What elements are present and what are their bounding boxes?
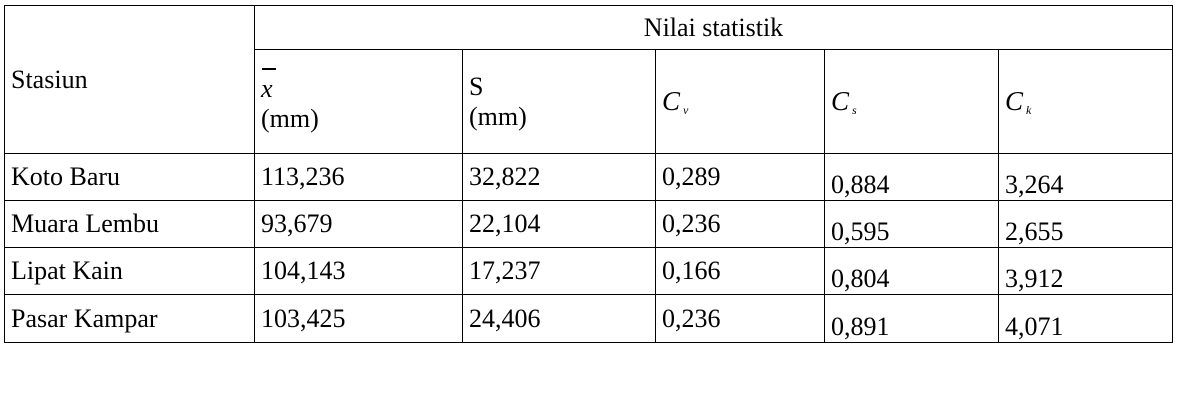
header-nilai-statistik: Nilai statistik	[255, 6, 1173, 50]
cs-subscript: s	[852, 103, 857, 117]
cell-stasiun: Lipat Kain	[5, 248, 255, 295]
cell-cs: 0,891	[825, 295, 999, 343]
statistics-table	[4, 5, 1173, 343]
cell-mean: 113,236	[255, 154, 463, 201]
cell-stasiun: Koto Baru	[5, 154, 255, 201]
cell-cv: 0,236	[656, 201, 825, 248]
header-sd	[463, 50, 656, 154]
cell-stasiun: Muara Lembu	[5, 201, 255, 248]
cell-cs: 0,595	[825, 201, 999, 248]
header-cv	[656, 50, 825, 154]
sd-unit: (mm)	[469, 101, 527, 131]
header-stasiun: Stasiun	[5, 6, 255, 154]
ck-subscript: k	[1026, 103, 1032, 117]
header-cs	[825, 50, 999, 154]
cell-ck: 2,655	[999, 201, 1173, 248]
header-mean	[255, 50, 463, 154]
table-row	[5, 154, 1173, 201]
mean-symbol: x	[261, 70, 273, 104]
cell-sd: 32,822	[463, 154, 656, 201]
cell-sd: 22,104	[463, 201, 656, 248]
cell-mean: 104,143	[255, 248, 463, 295]
sd-symbol: S	[469, 71, 484, 101]
cell-ck: 3,264	[999, 154, 1173, 201]
table-row	[5, 248, 1173, 295]
ck-symbol: C	[1005, 86, 1024, 116]
cell-stasiun: Pasar Kampar	[5, 295, 255, 343]
header-ck	[999, 50, 1173, 154]
cell-cs: 0,884	[825, 154, 999, 201]
cell-mean: 103,425	[255, 295, 463, 343]
cell-cs: 0,804	[825, 248, 999, 295]
cell-cv: 0,236	[656, 295, 825, 343]
cs-symbol: C	[831, 86, 850, 116]
table-row	[5, 201, 1173, 248]
header-row-group	[5, 6, 1173, 50]
cv-symbol: C	[662, 86, 681, 116]
table-row	[5, 295, 1173, 343]
mean-unit: (mm)	[261, 103, 319, 133]
cell-ck: 4,071	[999, 295, 1173, 343]
cell-mean: 93,679	[255, 201, 463, 248]
cell-cv: 0,166	[656, 248, 825, 295]
cell-sd: 24,406	[463, 295, 656, 343]
cell-ck: 3,912	[999, 248, 1173, 295]
cv-subscript: v	[683, 103, 689, 117]
cell-sd: 17,237	[463, 248, 656, 295]
cell-cv: 0,289	[656, 154, 825, 201]
